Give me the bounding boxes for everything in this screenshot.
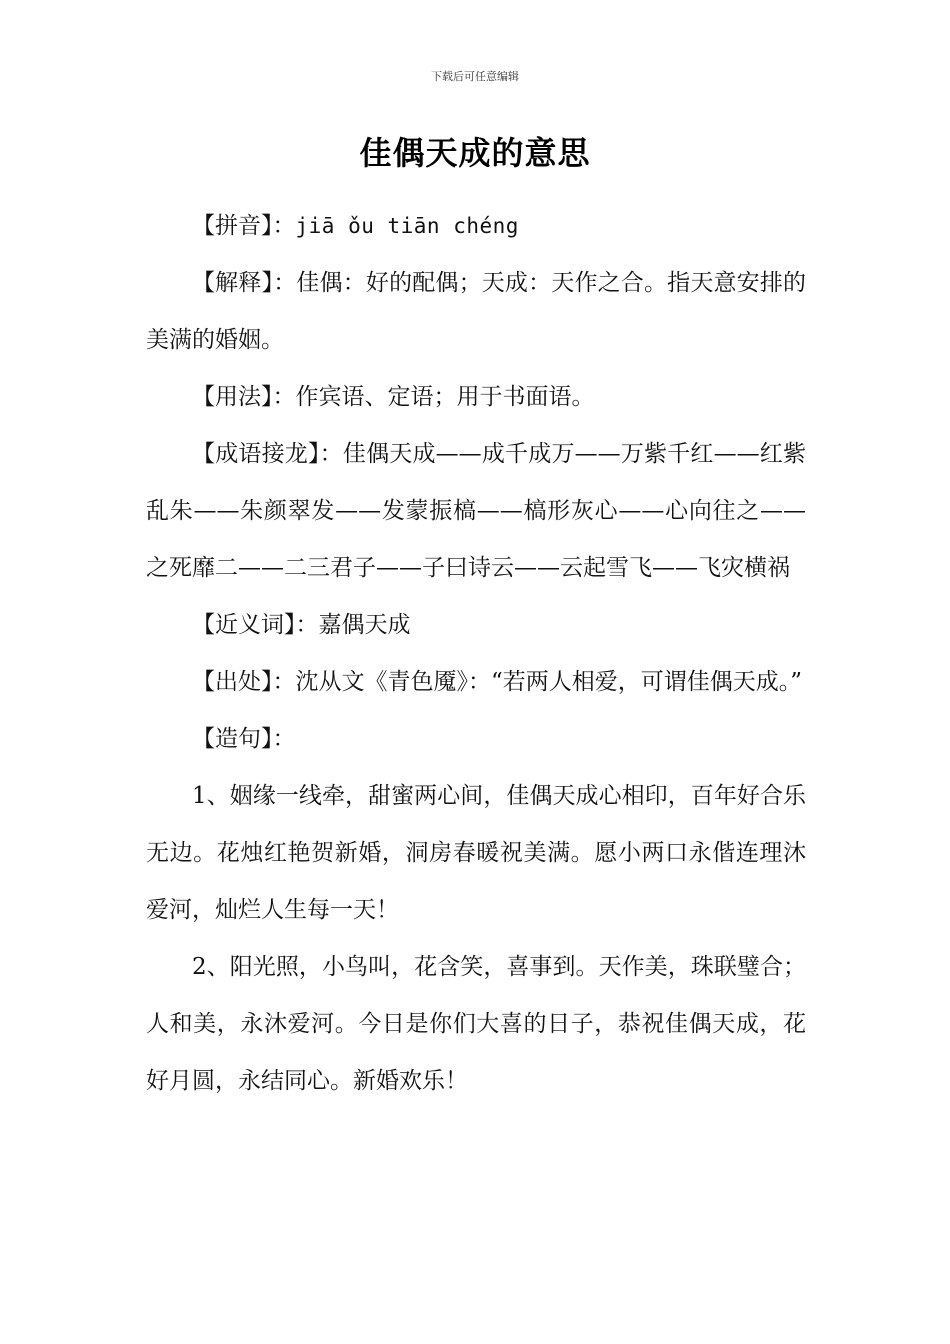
source-text: 沈从文《青色魇》：“若两人相爱，可谓佳偶天成。” — [295, 669, 803, 695]
examples-heading — [146, 711, 806, 768]
examples-label: 【造句】： — [192, 726, 296, 752]
explanation-paragraph — [146, 255, 806, 369]
synonym-label: 【近义词】： — [192, 612, 319, 638]
idiom-chain-text: 佳偶天成——成千成万——万紫千红——红紫乱朱——朱颜翠发——发蒙振槁——槁形灰心——心向往之——之死靡二——二三君子——子曰诗云——云起雪飞——飞灾横祸 — [146, 441, 807, 581]
usage-text: 作宾语、定语；用于书面语。 — [295, 384, 595, 410]
source-label: 【出处】： — [192, 669, 296, 695]
source-paragraph — [146, 654, 806, 711]
page-title: 佳偶天成的意思 — [359, 134, 591, 172]
idiom-chain-paragraph — [146, 426, 806, 597]
pinyin-label: 【拼音】： — [192, 213, 296, 239]
example-sentence-2: 2、阳光照，小鸟叫，花含笑，喜事到。天作美，珠联璧合；人和美，永沐爱河。今日是你们大喜的日子，恭祝佳偶天成，花好月圆，永结同心。新婚欢乐！ — [146, 954, 806, 1094]
explanation-label: 【解释】： — [192, 270, 297, 296]
idiom-chain-label: 【成语接龙】： — [192, 441, 343, 467]
usage-label: 【用法】： — [192, 384, 296, 410]
pinyin-paragraph — [146, 198, 806, 255]
example-sentence-1: 1、姻缘一线牵，甜蜜两心间，佳偶天成心相印，百年好合乐无边。花烛红艳贺新婚，洞房春暖祝美满。愿小两口永偕连理沐爱河，灿烂人生每一天！ — [146, 783, 806, 923]
page-header: 下载后可任意编辑 — [431, 70, 519, 83]
synonym-paragraph — [146, 597, 806, 654]
synonym-text: 嘉偶天成 — [318, 612, 411, 638]
explanation-text: 佳偶：好的配偶；天成：天作之合。指天意安排的美满的婚姻。 — [146, 270, 807, 353]
document-body — [146, 198, 806, 1110]
usage-paragraph — [146, 369, 806, 426]
pinyin-value: jiā ǒu tiān chéng — [295, 214, 519, 238]
